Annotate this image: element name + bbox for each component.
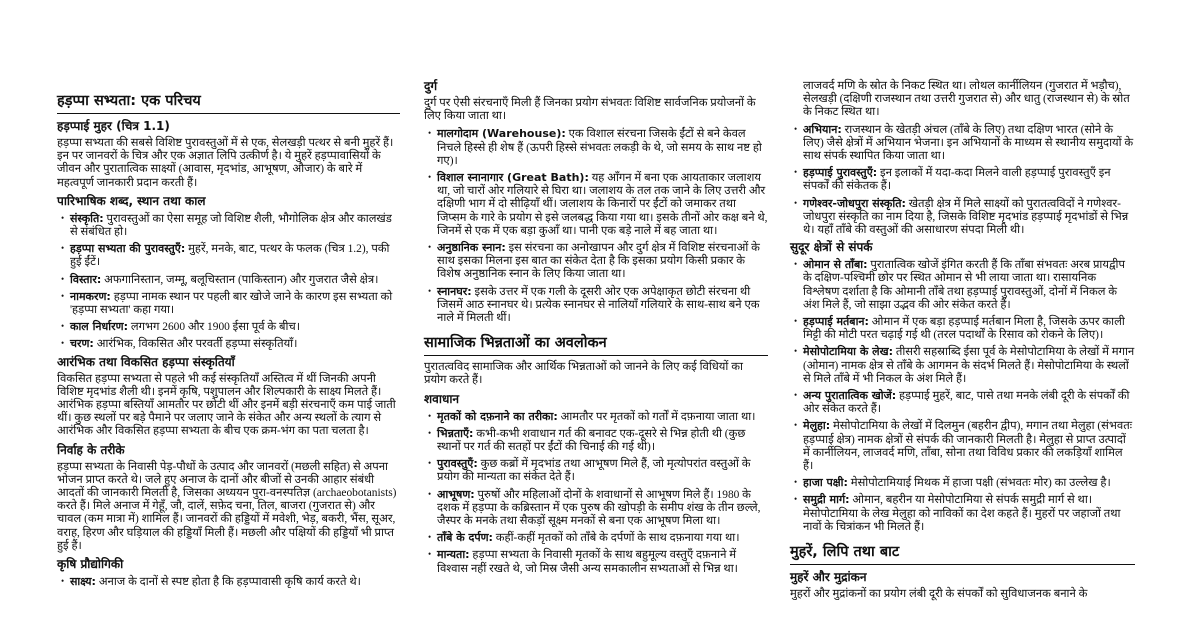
term-label: साक्ष्य:: [70, 575, 96, 589]
section-title-intro: हड़प्पा सभ्यता: एक परिचय: [57, 92, 400, 114]
paragraph-citadel: दुर्ग पर ऐसी संरचनाएँ मिली हैं जिनका प्रयोग संभवतः विशिष्ट सार्वजनिक प्रयोजनों के लिए किया जाता था।: [424, 97, 756, 123]
list-item: [65, 212, 400, 239]
term-label: विशाल स्नानागार (Great Bath):: [437, 171, 589, 185]
heading-seals-sealings: मुहरें और मुद्रांकन: [790, 570, 867, 585]
term-label: अन्य पुरातात्विक खोजें:: [803, 389, 897, 403]
terms-list: [57, 212, 400, 352]
term-label: विस्तार:: [70, 272, 102, 286]
term-text: आरंभिक, विकसित और परवर्ती हड़प्पा संस्कृतियाँ।: [93, 338, 298, 351]
term-label: अनुष्ठानिक स्नान:: [437, 241, 506, 255]
list-item: [798, 419, 1135, 473]
term-label: हड़प्पाई मर्तबान:: [803, 315, 869, 329]
heading-early-cultures: आरंभिक तथा विकसित हड़प्पा संस्कृतियाँ: [57, 354, 235, 369]
list-item: [798, 345, 1135, 386]
heading-subsistence: निर्वाह के तरीके: [57, 442, 125, 457]
term-label: मेसोपोटामिया के लेख:: [803, 345, 893, 359]
list-item: [432, 171, 768, 238]
term-text: यह आँगन में बना एक आयताकार जलाशय था, जो चारों ओर गलियारे से घिरा था। जलाशय के तल तक जाने के लिए उत्तरी और दक्षिणी भाग में दो सीढ़ियाँ थीं। जलाशय के किनारों पर ईंटों को जमाकर तथा जिप्सम के गारे के प्रयोग से इसे जलबद्ध किया गया था। इसके तीनों ओर कक्ष बने थे, जिनमें से एक में एक बड़ा कुआँ था। पानी एक बड़े नाले में बह जाता था।: [437, 172, 768, 237]
burial-list: [424, 410, 768, 576]
list-item: [798, 493, 1135, 534]
term-label: ओमान से ताँबा:: [803, 258, 868, 272]
term-label: मृतकों को दफ़नाने का तरीका:: [437, 409, 558, 423]
term-label: अभियान:: [803, 122, 842, 136]
term-text: अनाज के दानों से स्पष्ट होता है कि हड़प्पावासी कृषि कार्य करते थे।: [95, 576, 361, 589]
term-text: पुरावस्तुओं का ऐसा समूह जो विशिष्ट शैली, भौगोलिक क्षेत्र और कालखंड से संबंधित हो।: [70, 212, 392, 239]
term-text: खेतड़ी क्षेत्र में मिले साक्ष्यों को पुरातत्वविदों ने गणेश्वर-जोधपुरा संस्कृति का नाम दिया है, जिसके विशिष्ट मृदभांड हड़प्पाई मृदभांडों से भिन्न थे। यहाँ ताँबे की वस्तुओं की असाधारण संपदा मिली थी।: [803, 197, 1129, 237]
paragraph-social: पुरातत्वविद सामाजिक और आर्थिक भिन्नताओं को जानने के लिए कई विधियों का प्रयोग करते हैं।: [424, 361, 743, 387]
list-item: [65, 242, 400, 269]
term-text: कहीं-कहीं मृतकों को ताँबे के दर्पणों के साथ दफ़नाया गया था।: [492, 532, 740, 545]
list-item: [798, 123, 1135, 164]
term-text: मुहरें, मनके, बाट, पत्थर के फलक (चित्र 1.2), पकी हुई ईंटें।: [70, 243, 390, 269]
column-right: [790, 80, 1135, 605]
term-text: हड़प्पाई मुहरें, बाट, पासे तथा मनके लंबी दूरी के संपर्कों की ओर संकेत करते हैं।: [803, 390, 1130, 416]
list-item: [798, 166, 1135, 193]
heading-agri-tech: कृषि प्रौद्योगिकी: [57, 557, 124, 572]
list-item: [65, 337, 400, 351]
paragraph-continued: लाजवर्द मणि के स्रोत के निकट स्थित था। लोथल कार्नीलियन (गुजरात में भड़ौच), सेलखड़ी (दक्षिणी राजस्थान तथा उत्तरी गुजरात से) और धातु (राजस्थान से) के स्रोत के निकट स्थित था।: [803, 80, 1130, 119]
list-item: [432, 427, 768, 454]
list-item: [65, 320, 400, 334]
list-item: [798, 389, 1135, 416]
list-item: [798, 315, 1135, 342]
term-label: मेलुहा:: [803, 419, 831, 433]
term-text: इसके उत्तर में एक गली के दूसरी ओर एक अपेक्षाकृत छोटी संरचना थी जिसमें आठ स्नानघर थे। प्रत्येक स्नानघर से नालियाँ गलियारे के साथ-साथ बने एक नाले में मिलती थीं।: [437, 285, 760, 325]
term-text: पुरुषों और महिलाओं दोनों के शवाधानों से आभूषण मिले हैं। 1980 के दशक में हड़प्पा के कब्रिस्तान में एक पुरुष की खोपड़ी के समीप शंख के तीन छल्ले, जैस्पर के मनके तथा सैकड़ों सूक्ष्म मनकों से बना एक आभूषण मिला था।: [437, 488, 761, 528]
term-text: पुरातात्विक खोजें इंगित करती हैं कि ताँबा संभवतः अरब प्रायद्वीप के दक्षिण-पश्चिमी छोर पर स्थित ओमान से भी लाया जाता था। रासायनिक विश्लेषण दर्शाता है कि ओमानी ताँबे तथा हड़प्पाई पुरावस्तुओं, दोनों में निकल के अंश मिले हैं, जो साझा उद्भव की ओर संकेत करते हैं।: [803, 259, 1125, 311]
term-label: पुरावस्तुएँ:: [437, 457, 478, 471]
list-item: [432, 410, 768, 424]
list-item: [65, 575, 400, 589]
term-text: तीसरी सहस्राब्दि ईसा पूर्व के मेसोपोटामिया के लेखों में मगान (ओमान) नामक क्षेत्र से ताँबे के आगमन के संदर्भ मिलते हैं। मेसोपोटामिया के स्थलों से मिले ताँबे में भी निकल के अंश मिले हैं।: [803, 346, 1135, 385]
list-item: [432, 285, 768, 326]
heading-distant-contacts: सुदूर क्षेत्रों से संपर्क: [790, 240, 873, 255]
term-label: नामकरण:: [70, 289, 111, 303]
term-text: हड़प्पा नामक स्थान पर पहली बार खोजे जाने के कारण इस सभ्यता को 'हड़प्पा सभ्यता' कहा गया।: [70, 290, 393, 317]
list-item: [432, 488, 768, 529]
term-label: मान्यता:: [437, 548, 470, 562]
term-text: आमतौर पर मृतकों को गर्तों में दफ़नाया जाता था।: [557, 410, 756, 423]
term-label: भिन्नताएँ:: [437, 426, 474, 440]
term-text: मेसोपोटामियाई मिथक में हाजा पक्षी (संभवतः मोर) का उल्लेख है।: [847, 477, 1111, 490]
heading-burials: शवाधान: [424, 391, 460, 406]
paragraph-subsistence: हड़प्पा सभ्यता के निवासी पेड़-पौधों के उत्पाद और जानवरों (मछली सहित) से अपना भोजन प्राप्त करते थे। जले हुए अनाज के दानों और बीजों से उनकी आहार संबंधी आदतों की जानकारी मिलती है, जिसका अध्ययन पुरा-वनस्पतिज्ञ (archaeobotanists) करते हैं। मिले अनाज में गेहूँ, जौ, दालें, सफ़ेद चना, तिल, बाजरा (गुजरात से) और चावल (कम मात्रा में) शामिल हैं। जानवरों की हड्डियों में मवेशी, भेड़, बकरी, भैंस, सूअर, वराह, हिरण और घड़ियाल की हड्डियाँ मिली हैं। मछली और पक्षियों की हड्डियाँ भी प्राप्त हुई हैं।: [57, 460, 397, 552]
heading-terms: पारिभाषिक शब्द, स्थान तथा काल: [57, 193, 206, 208]
term-text: ओमान, बहरीन या मेसोपोटामिया से संपर्क समुद्री मार्ग से था। मेसोपोटामिया के लेख मेलुहा को नाविकों का देश कहते हैं। मुहरों पर जहाजों तथा नावों के चित्रांकन भी मिलते हैं।: [803, 494, 1121, 533]
heading-citadel: दुर्ग: [424, 79, 438, 93]
term-label: चरण:: [70, 337, 94, 351]
term-label: गणेश्वर-जोधपुरा संस्कृति:: [803, 196, 906, 210]
paragraph-seal: हड़प्पा सभ्यता की सबसे विशिष्ट पुरावस्तुओं में से एक, सेलखड़ी पत्थर से बनी मुहरें हैं। इन पर जानवरों के चित्र और एक अज्ञात लिपि उत्कीर्ण है। ये मुहरें हड़प्पावासियों के जीवन और पुरातात्विक साक्ष्यों (आवास, मृदभांड, आभूषण, औजार) के बारे में महत्वपूर्ण जानकारी प्रदान करती हैं।: [57, 137, 394, 189]
section-title-seals-script: मुहरें, लिपि तथा बाट: [790, 543, 1135, 565]
term-label: संस्कृति:: [70, 211, 104, 225]
term-text: हड़प्पा सभ्यता के निवासी मृतकों के साथ बहुमूल्य वस्तुएँ दफ़नाने में विश्वास नहीं रखते थे, जो मिस्र जैसी अन्य समकालीन सभ्यताओं से भिन्न था।: [437, 549, 738, 575]
term-label: आभूषण:: [437, 487, 475, 501]
list-item: [432, 241, 768, 282]
list-item: [798, 258, 1135, 312]
list-item: [798, 476, 1135, 490]
term-label: हड़प्पाई पुरावस्तुएँ:: [803, 166, 878, 180]
column-middle: [424, 79, 768, 579]
term-text: इन इलाकों में यदा-कदा मिलने वाली हड़प्पाई पुरावस्तुएँ इन संपर्कों की संकेतक हैं।: [803, 167, 1111, 193]
term-text: एक विशाल संरचना जिसके ईंटों से बने केवल निचले हिस्से ही शेष हैं (ऊपरी हिस्से संभवतः लकड़ी के थे, जो समय के साथ नष्ट हो गए)।: [437, 128, 762, 167]
citadel-list: [424, 127, 768, 325]
term-label: मालगोदाम (Warehouse):: [437, 127, 566, 141]
section-title-social: सामाजिक भिन्नताओं का अवलोकन: [424, 334, 768, 356]
list-item: [798, 197, 1135, 238]
list-item: [432, 127, 768, 168]
agri-list: [57, 575, 400, 589]
term-text: ओमान में एक बड़ा हड़प्पाई मर्तबान मिला है, जिसके ऊपर काली मिट्टी की मोटी परत चढ़ाई गई थी (तरल पदार्थों के रिसाव को रोकने के लिए)।: [803, 316, 1125, 342]
term-text: मेसोपोटामिया के लेखों में दिलमुन (बहरीन द्वीप), मगान तथा मेलुहा (संभवतः हड़प्पाई क्षेत्र) नामक क्षेत्रों से संपर्क की जानकारी मिलती है। मेलुहा से प्राप्त उत्पादों में कार्नीलियन, लाजवर्द मणि, ताँबा, सोना तथा विविध प्रकार की लकड़ियाँ शामिल हैं।: [803, 420, 1133, 473]
term-text: राजस्थान के खेतड़ी अंचल (ताँबे के लिए) तथा दक्षिण भारत (सोने के लिए) जैसे क्षेत्रों में अभियान भेजना। इन अभियानों के माध्यम से स्थानीय समुदायों के साथ संपर्क स्थापित किया जाता था।: [803, 123, 1134, 163]
source-list: [790, 123, 1135, 238]
list-item: [65, 290, 400, 317]
term-text: कुछ कब्रों में मृदभांड तथा आभूषण मिले हैं, जो मृत्योपरांत वस्तुओं के प्रयोग की मान्यता का संकेत देते हैं।: [437, 458, 751, 484]
list-item: [65, 273, 400, 287]
term-label: स्नानघर:: [437, 284, 472, 298]
term-label: हाजा पक्षी:: [803, 476, 848, 490]
contacts-list: [790, 258, 1135, 534]
term-label: समुद्री मार्ग:: [803, 493, 850, 507]
term-label: हड़प्पा सभ्यता की पुरावस्तुएँ:: [70, 242, 186, 256]
paragraph-seals: मुहरों और मुद्रांकनों का प्रयोग लंबी दूरी के संपर्कों को सुविधाजनक बनाने के: [790, 588, 1088, 601]
heading-harappan-seal: हड़प्पाई मुहर (चित्र 1.1): [57, 119, 170, 133]
term-label: ताँबे के दर्पण:: [437, 531, 493, 545]
list-item: [432, 531, 768, 545]
term-text: कभी-कभी शवाधान गर्त की बनावट एक-दूसरे से भिन्न होती थी (कुछ स्थानों पर गर्त की सतहों पर ईंटों की चिनाई की गई थी)।: [437, 427, 746, 454]
term-text: इस संरचना का अनोखापन और दुर्ग क्षेत्र में विशिष्ट संरचनाओं के साथ इसका मिलना इस बात का संकेत देता है कि इसका प्रयोग किसी प्रकार के विशेष अनुष्ठानिक स्नान के लिए किया जाता था।: [437, 242, 760, 281]
term-label: काल निर्धारण:: [70, 320, 129, 334]
term-text: अफगानिस्तान, जम्मू, बलूचिस्तान (पाकिस्तान) और गुजरात जैसे क्षेत्र।: [101, 273, 379, 286]
paragraph-early-cultures: विकसित हड़प्पा सभ्यता से पहले भी कई संस्कृतियाँ अस्तित्व में थीं जिनकी अपनी विशिष्ट मृदभांड शैली थी। इनमें कृषि, पशुपालन और शिल्पकारी के साक्ष्य मिलते हैं। आरंभिक हड़प्पा बस्तियाँ आमतौर पर छोटी थीं और इनमें बड़ी संरचनाएँ कम पाई जाती थीं। कुछ स्थलों पर बड़े पैमाने पर जलाए जाने के संकेत और अन्य स्थलों के त्याग से आरंभिक और विकसित हड़प्पा सभ्यता के बीच एक क्रम-भंग का पता चलता है।: [57, 372, 396, 438]
column-left: [57, 92, 400, 592]
list-item: [432, 548, 768, 575]
list-item: [432, 457, 768, 484]
term-text: लगभग 2600 और 1900 ईसा पूर्व के बीच।: [128, 321, 301, 334]
